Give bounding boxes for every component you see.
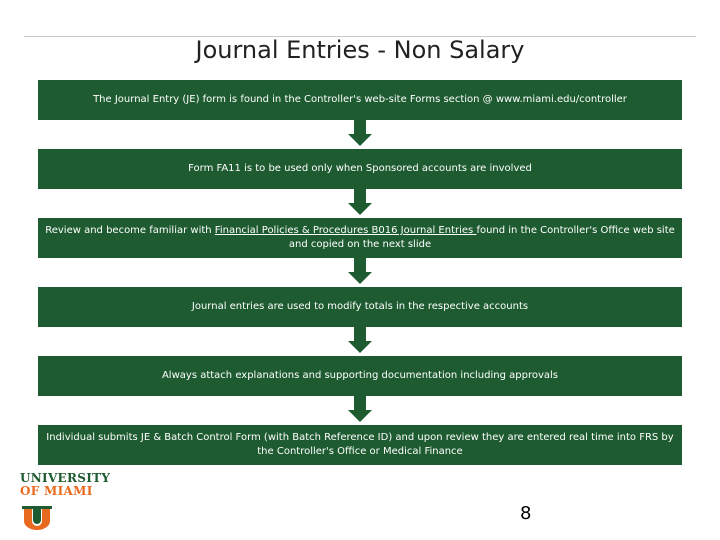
logo-line-1: UNIVERSITY xyxy=(20,471,111,485)
step-3-text-after: found in the Controller's Office web site and copied on the next slide xyxy=(288,225,675,250)
step-6-box xyxy=(38,425,682,465)
down-arrow-icon xyxy=(348,396,372,424)
step-5-text: Always attach explanations and supporting documentation including approvals xyxy=(161,370,559,381)
step-1-text: The Journal Entry (JE) form is found in the Controller's web-site Forms section @ www.miami.edu/controller xyxy=(93,94,627,105)
down-arrow-icon xyxy=(348,258,372,286)
step-3-text xyxy=(44,224,676,252)
step-2-box xyxy=(38,149,682,189)
university-logo xyxy=(20,472,140,532)
down-arrow-icon xyxy=(348,327,372,355)
policy-link[interactable]: Financial Policies & Procedures B016 Journal Entries xyxy=(214,225,477,236)
step-2-text: Form FA11 is to be used only when Sponsored accounts are involved xyxy=(188,163,532,174)
logo-line-2: OF MIAMI xyxy=(20,484,93,498)
down-arrow-icon xyxy=(348,120,372,148)
step-5-box xyxy=(38,356,682,396)
slide-title: Journal Entries - Non Salary xyxy=(195,36,525,64)
step-6-text: Individual submits JE & Batch Control Form (with Batch Reference ID) and upon review they are entered real time into FRS by the Controller's Office or Medical Finance xyxy=(46,432,674,457)
step-3-text-before: Review and become familiar with xyxy=(45,225,215,236)
step-4-box xyxy=(38,287,682,327)
step-3-box xyxy=(38,218,682,258)
step-1-box xyxy=(38,80,682,120)
down-arrow-icon xyxy=(348,189,372,217)
step-4-text: Journal entries are used to modify totals in the respective accounts xyxy=(191,301,529,312)
page-number: 8 xyxy=(520,503,532,524)
u-logo-icon xyxy=(22,506,60,530)
